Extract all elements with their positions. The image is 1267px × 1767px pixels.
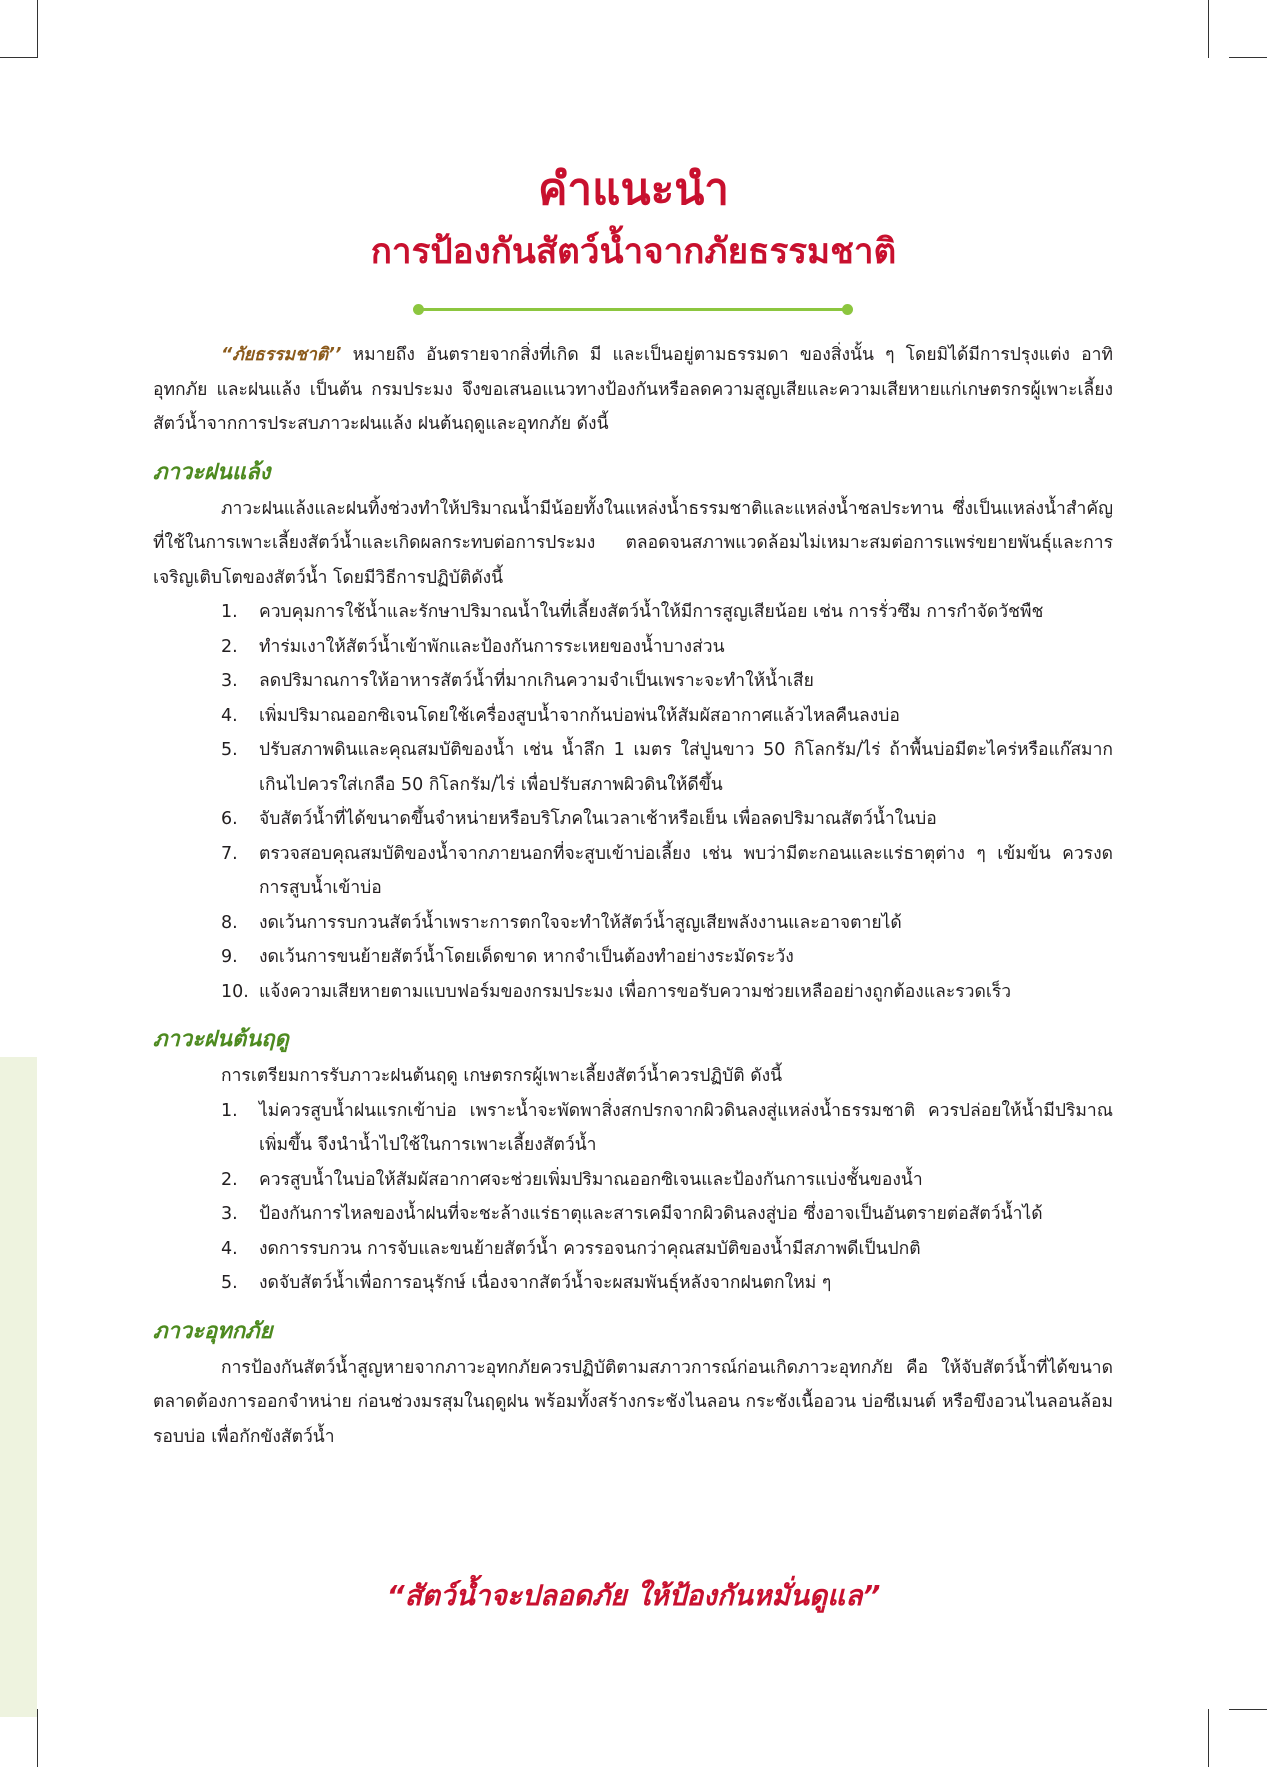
list-item-text: ป้องกันการไหลของน้ำฝนที่จะชะล้างแร่ธาตุและสารเคมีจากผิวดินลงสู่บ่อ ซึ่งอาจเป็นอันตรายต่อสัตว์น้ำได้ (259, 1204, 1043, 1224)
page-header (0, 160, 1267, 278)
divider-dot-right (842, 304, 853, 315)
document-body (153, 338, 1113, 1454)
list-item (221, 1266, 1113, 1301)
list-item-text: ควบคุมการใช้น้ำและรักษาปริมาณน้ำในที่เลี้ยงสัตว์น้ำให้มีการสูญเสียน้อย เช่น การรั่วซึม การกำจัดวัชพืช (259, 602, 1044, 622)
list-item-number: 5. (221, 1273, 238, 1293)
crop-mark-bottom-left (37, 1709, 38, 1767)
list-item-text: งดเว้นการรบกวนสัตว์น้ำเพราะการตกใจจะทำให้สัตว์น้ำสูญเสียพลังงานและอาจตายได้ (259, 912, 902, 933)
divider-dot-left (413, 304, 424, 315)
crop-mark-top-right-h (1229, 57, 1267, 58)
list-item-number: 9. (221, 947, 238, 967)
list-item (221, 940, 1113, 975)
flood-intro: การป้องกันสัตว์น้ำสูญหายจากภาวะอุทกภัยควรปฏิบัติตามสภาวการณ์ก่อนเกิดภาวะอุทกภัย คือ ให้จับสัตว์น้ำที่ได้ขนาดตลาดต้องการออกจำหน่าย ก่อนช่วงมรสุมในฤดูฝน พร้อมทั้งสร้างกระชังไนลอน กระชังเนื้ออวน บ่อซีเมนต์ หรือขึงอวนไนลอนล้อมรอบบ่อ เพื่อกักขังสัตว์น้ำ (153, 1357, 1113, 1447)
slogan: “สัตว์น้ำจะปลอดภัย ให้ป้องกันหมั่นดูแล” (386, 1579, 881, 1612)
early-rain-list (153, 1094, 1113, 1301)
crop-mark-top-right (1208, 0, 1209, 58)
early-rain-intro: การเตรียมการรับภาวะฝนต้นฤดู เกษตรกรผู้เพาะเลี้ยงสัตว์น้ำควรปฏิบัติ ดังนี้ (221, 1066, 783, 1086)
list-item (221, 699, 1113, 734)
list-item (221, 975, 1113, 1010)
crop-mark-bottom-right-h (1229, 1709, 1267, 1710)
list-item (221, 1163, 1113, 1198)
crop-mark-bottom-right (1208, 1709, 1209, 1767)
section-title-drought: ภาวะฝนแล้ง (153, 459, 271, 485)
list-item (221, 1094, 1113, 1163)
page-subtitle: การป้องกันสัตว์น้ำจากภัยธรรมชาติ (370, 232, 897, 272)
list-item-number: 4. (221, 1238, 238, 1259)
list-item-number: 2. (221, 1169, 238, 1190)
section-title-flood: ภาวะอุทกภัย (153, 1318, 273, 1344)
list-item (221, 1197, 1113, 1232)
list-item-text: งดเว้นการขนย้ายสัตว์น้ำโดยเด็ดขาด หากจำเป็นต้องทำอย่างระมัดระวัง (259, 947, 794, 967)
intro-term: “ภัยธรรมชาติ’’ (221, 345, 342, 365)
list-item (221, 595, 1113, 630)
list-item-text: ควรสูบน้ำในบ่อให้สัมผัสอากาศจะช่วยเพิ่มปริมาณออกซิเจนและป้องกันการแบ่งชั้นของน้ำ (259, 1169, 923, 1190)
list-item-text: เพิ่มปริมาณออกซิเจนโดยใช้เครื่องสูบน้ำจากก้นบ่อพ่นให้สัมผัสอากาศแล้วไหลคืนลงบ่อ (259, 705, 900, 726)
list-item-number: 8. (221, 912, 238, 933)
list-item-text: งดจับสัตว์น้ำเพื่อการอนุรักษ์ เนื่องจากสัตว์น้ำจะผสมพันธุ์หลังจากฝนตกใหม่ ๆ (259, 1273, 832, 1293)
side-decor-strip (0, 1057, 37, 1717)
crop-mark-top-left (37, 0, 38, 58)
list-item (221, 802, 1113, 837)
list-item-number: 3. (221, 671, 238, 691)
list-item-number: 5. (221, 740, 238, 760)
list-item (221, 906, 1113, 941)
title-divider (418, 308, 848, 311)
list-item-text: ทำร่มเงาให้สัตว์น้ำเข้าพักและป้องกันการระเหยของน้ำบางส่วน (259, 636, 725, 657)
list-item-number: 10. (221, 981, 249, 1002)
list-item-number: 1. (221, 602, 238, 622)
list-item (221, 664, 1113, 699)
list-item-text: งดการรบกวน การจับและขนย้ายสัตว์น้ำ ควรรอจนกว่าคุณสมบัติของน้ำมีสภาพดีเป็นปกติ (259, 1238, 921, 1259)
page-title: คำแนะนำ (538, 164, 729, 215)
list-item-number: 4. (221, 705, 238, 726)
list-item-text: แจ้งความเสียหายตามแบบฟอร์มของกรมประมง เพื่อการขอรับความช่วยเหลืออย่างถูกต้องและรวดเร็ว (259, 981, 1012, 1002)
crop-mark-top-left-h (0, 57, 38, 58)
list-item-text: ปรับสภาพดินและคุณสมบัติของน้ำ เช่น น้ำลึก 1 เมตร ใส่ปูนขาว 50 กิโลกรัม/ไร่ ถ้าพื้นบ่อมีตะไคร่หรือแก๊สมากเกินไปควรใส่เกลือ 50 กิโลกรัม/ไร่ เพื่อปรับสภาพผิวดินให้ดีขึ้น (259, 740, 1113, 795)
drought-list (153, 595, 1113, 1009)
intro-text: หมายถึง อันตรายจากสิ่งที่เกิด มี และเป็นอยู่ตามธรรมดา ของสิ่งนั้น ๆ โดยมิได้มีการปรุงแต่ง อาทิ อุทกภัย และฝนแล้ง เป็นต้น กรมประมง จึงขอเสนอแนวทางป้องกันหรือลดความสูญเสียและความเสียหายแก่เกษตรกรผู้เพาะเลี้ยงสัตว์น้ำจากการประสบภาวะฝนแล้ง ฝนต้นฤดูและอุทกภัย ดังนี้ (153, 345, 1113, 434)
list-item-text: ไม่ควรสูบน้ำฝนแรกเข้าบ่อ เพราะน้ำจะพัดพาสิ่งสกปรกจากผิวดินลงสู่แหล่งน้ำธรรมชาติ ควรปล่อยให้น้ำมีปริมาณเพิ่มขึ้น จึงนำน้ำไปใช้ในการเพาะเลี้ยงสัตว์น้ำ (259, 1100, 1113, 1155)
section-title-early-rain: ภาวะฝนต้นฤดู (153, 1027, 289, 1052)
list-item (221, 630, 1113, 665)
list-item-text: ตรวจสอบคุณสมบัติของน้ำจากภายนอกที่จะสูบเข้าบ่อเลี้ยง เช่น พบว่ามีตะกอนและแร่ธาตุต่าง ๆ เข้มข้น ควรงดการสูบน้ำเข้าบ่อ (259, 843, 1113, 898)
list-item-text: จับสัตว์น้ำที่ได้ขนาดขึ้นจำหน่ายหรือบริโภคในเวลาเช้าหรือเย็น เพื่อลดปริมาณสัตว์น้ำในบ่อ (259, 809, 937, 829)
list-item (221, 837, 1113, 906)
list-item (221, 733, 1113, 802)
list-item-text: ลดปริมาณการให้อาหารสัตว์น้ำที่มากเกินความจำเป็นเพราะจะทำให้น้ำเสีย (259, 671, 814, 691)
intro-paragraph (153, 338, 1113, 442)
list-item-number: 6. (221, 809, 238, 829)
list-item-number: 2. (221, 636, 238, 657)
drought-intro: ภาวะฝนแล้งและฝนทิ้งช่วงทำให้ปริมาณน้ำมีน้อยทั้งในแหล่งน้ำธรรมชาติและแหล่งน้ำชลประทาน ซึ่งเป็นแหล่งน้ำสำคัญที่ใช้ในการเพาะเลี้ยงสัตว์น้ำและเกิดผลกระทบต่อการประมง ตลอดจนสภาพแวดล้อมไม่เหมาะสมต่อการแพร่ขยายพันธุ์และการเจริญเติบโตของสัตว์น้ำ โดยมีวิธีการปฏิบัติดังนี้ (153, 498, 1113, 588)
list-item-number: 3. (221, 1204, 238, 1224)
list-item-number: 1. (221, 1100, 238, 1121)
list-item (221, 1232, 1113, 1267)
list-item-number: 7. (221, 843, 238, 864)
